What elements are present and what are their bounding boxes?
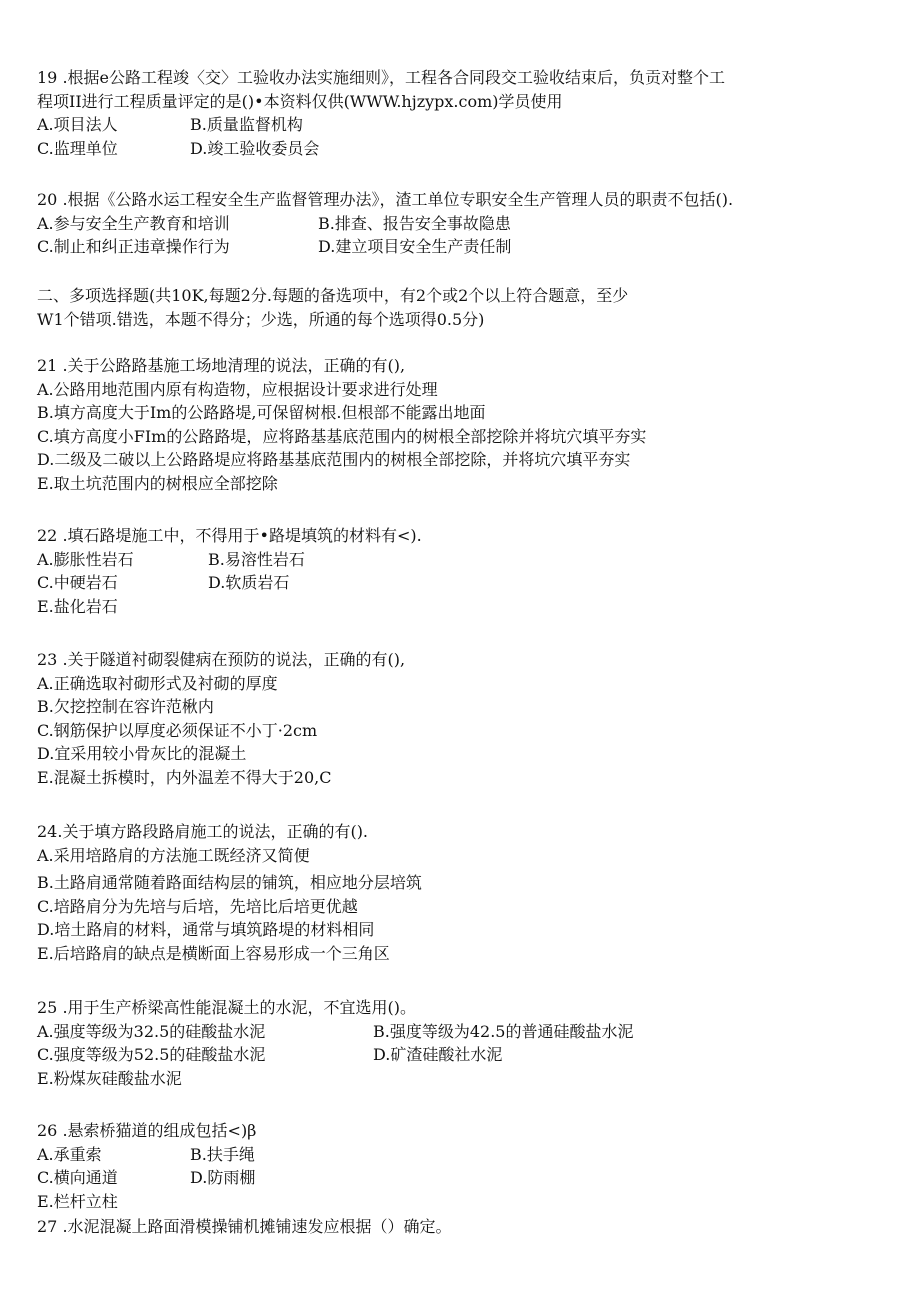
option-c: C.钢筋保护以厚度必须保证不小丁·2cm	[37, 720, 318, 740]
option-e: E.取土坑范围内的树根应全部挖除	[37, 473, 278, 493]
question-19	[37, 66, 880, 160]
option-c: C.培路肩分为先培与后培，先培比后培更优越	[37, 896, 358, 916]
option-d: D.二级及二破以上公路路堤应将路基基底范围内的树根全部挖除，并将坑穴填平夯实	[37, 450, 631, 469]
option-b: B.排查、报告安全事故隐患	[318, 213, 511, 233]
option-e: E.栏杆立柱	[37, 1191, 118, 1211]
question-stem: 27 .水泥混凝上路面滑模操铺机摊铺速发应根据（）确定。	[37, 1217, 452, 1236]
option-a: A.承重索	[37, 1144, 102, 1164]
option-b: B.填方高度大于Im的公路路堤,可保留树根.但根部不能露出地面	[37, 403, 486, 422]
option-e: E.混凝土拆模时，内外温差不得大于20,C	[37, 767, 332, 787]
option-b: B.易溶性岩石	[208, 549, 305, 569]
option-a: A.参与安全生产教育和培训	[37, 213, 230, 233]
option-c: C.中硬岩石	[37, 573, 118, 592]
option-e: E.盐化岩石	[37, 596, 118, 616]
option-a: A.正确选取衬砌形式及衬砌的厚度	[37, 673, 278, 693]
option-d: D.培土路肩的材料，通常与填筑路堤的材料相同	[37, 920, 375, 939]
question-23	[37, 648, 880, 789]
question-stem: 22 .填石路堤施工中，不得用于•路堤填筑的材料有<).	[37, 526, 422, 545]
option-e: E.粉煤灰硅酸盐水泥	[37, 1068, 182, 1088]
option-b: B.质量监督机构	[190, 115, 303, 134]
option-b: B.扶手绳	[190, 1144, 255, 1164]
question-27	[37, 1215, 880, 1239]
option-d: D.软质岩石	[208, 573, 290, 592]
option-d: D.防雨棚	[190, 1168, 256, 1187]
question-stem: 21 .关于公路路基施工场地清理的说法，正确的有(),	[37, 356, 406, 375]
option-a: A.项目法人	[37, 115, 118, 134]
question-22	[37, 524, 880, 618]
question-stem: 25 .用于生产桥梁高性能混凝土的水泥，不宜选用()。	[37, 998, 417, 1017]
question-stem: 程项II进行工程质量评定的是()•本资料仅供(WWW.hjzypx.com)学员使用	[37, 91, 563, 111]
option-d: D.竣工验收委员会	[190, 138, 320, 158]
question-stem: 24.关于填方路段路肩施工的说法，正确的有().	[37, 822, 369, 841]
section-title: 二、多项选择题(共10K,每题2分.每题的备选项中，有2个或2个以上符合题意，至少	[37, 286, 629, 305]
option-d: D.建立项目安全生产责任制	[318, 237, 512, 256]
question-20	[37, 188, 880, 259]
option-b: B.强度等级为42.5的普通硅酸盐水泥	[373, 1021, 634, 1041]
question-stem: 23 .关于隧道衬砌裂健病在预防的说法，正确的有(),	[37, 650, 406, 669]
option-e: E.后培路肩的缺点是横断面上容易形成一个三角区	[37, 943, 390, 963]
option-a: A.膨胀性岩石	[37, 549, 134, 569]
option-d: D.宜采用较小骨灰比的混凝土	[37, 744, 247, 763]
option-b: B.欠挖控制在容许范楸内	[37, 697, 214, 716]
option-b: B.土路肩通常随着路面结构层的铺筑，相应地分层培筑	[37, 873, 422, 892]
question-stem: 19 .根据e公路工程竣〈交〉工验收办法实施细则》，工程各合同段交工验收结束后，负贡对整个工	[37, 68, 726, 87]
option-d: D.矿渣硅酸社水泥	[373, 1045, 503, 1064]
question-stem: 26 .悬索桥猫道的组成包括<)β	[37, 1121, 257, 1140]
option-a: A.强度等级为32.5的硅酸盐水泥	[37, 1021, 266, 1041]
question-21	[37, 354, 880, 495]
option-a: A.采用培路肩的方法施工既经济又简便	[37, 845, 310, 865]
section-header-multiple-choice	[37, 284, 880, 331]
option-c: C.制止和纠正违章操作行为	[37, 237, 230, 256]
option-c: C.填方高度小FIm的公路路堤，应将路基基底范围内的树根全部挖除并将坑穴填平夯实	[37, 426, 647, 446]
section-instructions: W1个错项.错选，本题不得分；少选，所通的每个选项得0.5分)	[37, 309, 485, 329]
question-24	[37, 820, 880, 965]
option-a: A.公路用地范围内原有构造物，应根据设计要求进行处理	[37, 379, 438, 399]
question-25	[37, 996, 880, 1090]
option-c: C.监理单位	[37, 138, 118, 158]
option-c: C.强度等级为52.5的硅酸盐水泥	[37, 1045, 266, 1064]
option-c: C.横向通道	[37, 1168, 118, 1187]
question-stem: 20 .根据《公路水运工程安全生产监督管理办法》，渣工单位专职安全生产管理人员的职责不包括().	[37, 190, 734, 209]
question-26	[37, 1119, 880, 1213]
